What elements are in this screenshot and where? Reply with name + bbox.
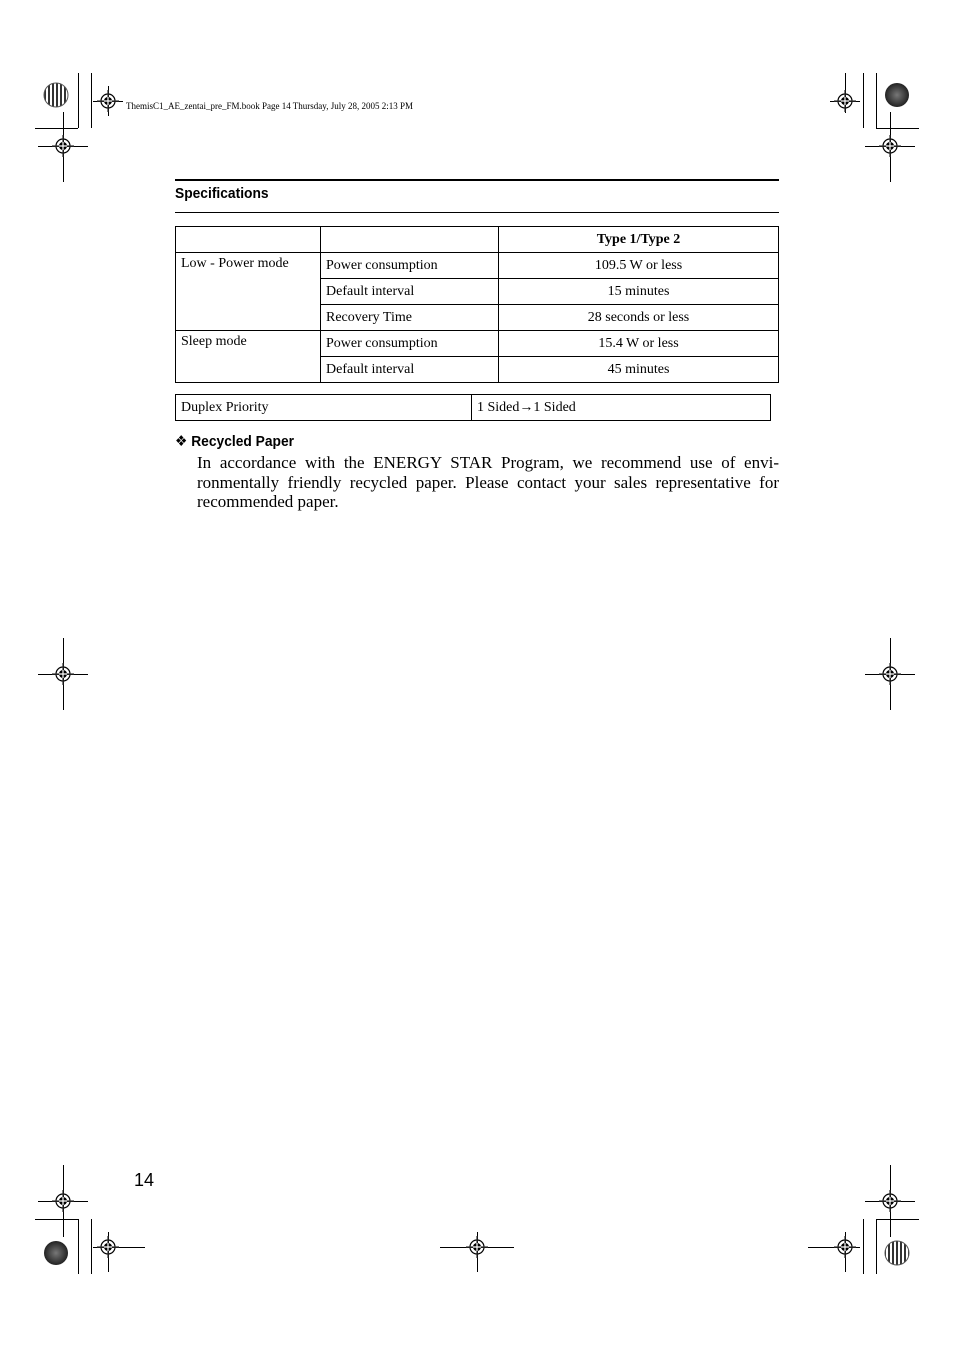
item-label: Power consumption	[321, 253, 499, 279]
item-label: Default interval	[321, 279, 499, 305]
table-row	[176, 253, 779, 279]
mode-label-sleep: Sleep mode	[176, 331, 321, 383]
energy-spec-table	[175, 226, 779, 383]
duplex-table	[175, 394, 771, 421]
recycled-paper-text: In accordance with the ENERGY STAR Program, we recommend use of envi-ronmentally friendly recycled paper. Please contact your sales representative for recommended paper.	[197, 453, 779, 511]
item-value: 109.5 W or less	[499, 253, 779, 279]
table-cell-empty	[176, 227, 321, 253]
section-title: Specifications	[175, 185, 269, 202]
section-rule-bottom	[175, 212, 779, 213]
recycled-paper-heading	[175, 432, 294, 450]
section-rule-top	[175, 179, 779, 181]
item-value: 28 seconds or less	[499, 305, 779, 331]
duplex-value: 1 Sided→1 Sided	[472, 395, 771, 421]
item-value: 15 minutes	[499, 279, 779, 305]
duplex-label: Duplex Priority	[176, 395, 472, 421]
item-value: 15.4 W or less	[499, 331, 779, 357]
diamond-bullet-icon: ❖	[175, 433, 188, 450]
recycled-paper-title: Recycled Paper	[191, 433, 295, 450]
column-header-type: Type 1/Type 2	[499, 227, 779, 253]
item-label: Recovery Time	[321, 305, 499, 331]
table-cell-empty	[321, 227, 499, 253]
file-slug: ThemisC1_AE_zentai_pre_FM.book Page 14 Thursday, July 28, 2005 2:13 PM	[126, 101, 413, 111]
table-row	[176, 331, 779, 357]
mode-label-low-power: Low - Power mode	[176, 253, 321, 331]
table-header-row	[176, 227, 779, 253]
page-number: 14	[134, 1170, 155, 1190]
item-label: Power consumption	[321, 331, 499, 357]
item-value: 45 minutes	[499, 357, 779, 383]
table-row	[176, 395, 771, 421]
item-label: Default interval	[321, 357, 499, 383]
